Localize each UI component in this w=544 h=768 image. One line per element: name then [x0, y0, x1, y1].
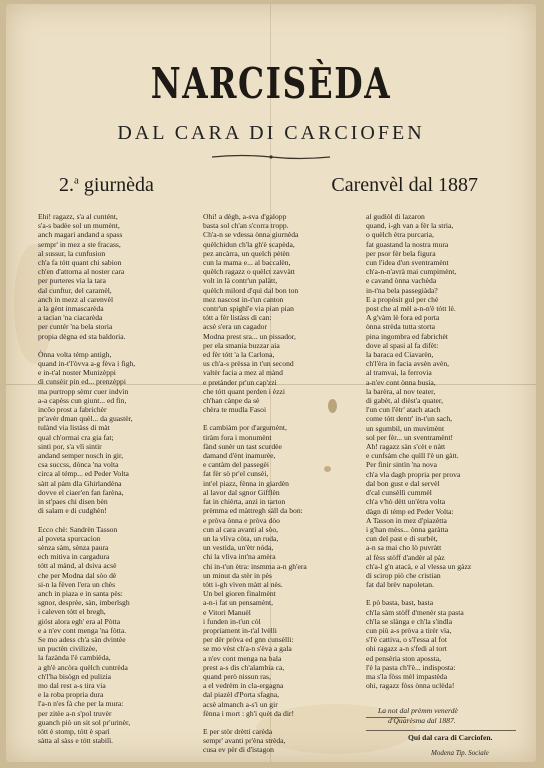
- poem-line: l'è la pasta ch'l'è... indisposta:: [366, 662, 456, 672]
- poem-column-2: [203, 212, 351, 755]
- poem-line: la baraca ed Ciavarèn,: [366, 350, 434, 360]
- poem-line: anch magari andand a spass: [38, 230, 123, 240]
- poem-line: di cunsèir pin ed... prenzèppi: [38, 377, 126, 387]
- stanza-gap: [38, 341, 186, 350]
- poem-line: andand semper nosch in gir,: [38, 451, 124, 461]
- poem-line: ònna strèda tutta storta: [366, 322, 435, 332]
- poem-line: chi la vlìva int'na amèra: [203, 552, 276, 562]
- poem-line: Ònna volta témp antigh,: [38, 349, 112, 359]
- poem-line: e cunfsàm che quìll l'è un gàtt.: [366, 451, 459, 461]
- poem-line: ch'l'èra in facia avsèn avèn,: [366, 359, 450, 369]
- poem-line: al fèss stòff d'andèr al pàz: [366, 552, 445, 562]
- stanza-gap: [203, 718, 351, 727]
- poem-line: propia dègna ed sta baldoria.: [38, 331, 126, 341]
- poem-line: incôo prost a fabrichèr: [38, 405, 107, 415]
- poem-line: a-a capèss cun giunt... ed fin,: [38, 395, 127, 405]
- poem-line: a n'ev cont menga na bala: [203, 653, 282, 663]
- poem-line: fat dal brèv napoletan.: [366, 580, 434, 590]
- poem-line: e pretànder pr'un cap'zzi: [203, 377, 277, 387]
- printer-credit: Modena Tip. Sociale: [431, 749, 489, 757]
- poem-line: ch'han cànpe da sè: [203, 396, 260, 406]
- poem-line: acsè s'era un cagador: [203, 322, 267, 332]
- poem-line: sempr' avanti pr'èna strèda,: [203, 736, 286, 746]
- closing-note-1: La not dal prèmm venerdè: [378, 706, 458, 715]
- poem-line: s'a-s badèe sol un mumènt,: [38, 221, 120, 231]
- page-subtitle: DAL CARA DI CARCIOFEN: [117, 122, 425, 144]
- poem-line: guanch piò un sit sol pr'urinèr,: [38, 717, 131, 727]
- poem-line: sol per fèr... un sventramènt!: [366, 432, 454, 442]
- poem-line: Ehi! ragazz, s'a al cuntént,: [38, 212, 118, 221]
- poem-line: anch in piaza e in santa pès:: [38, 588, 123, 598]
- poem-line: per zitèe a-n s'pol truvèr: [38, 708, 112, 718]
- poem-line: pr'avèr dman quèl... da guastèr,: [38, 414, 133, 424]
- poem-line: sempr' in mez a ste fracass,: [38, 239, 121, 249]
- poem-line: ohi ragazz a-n s'fedi al tort: [366, 644, 447, 654]
- poem-line: tótt i-gh vìven màtt al nès.: [203, 579, 283, 589]
- poem-line: ch'a vla dagh propria per prova: [366, 469, 461, 479]
- poem-line: fat guastand la nostra mura: [366, 239, 449, 249]
- poem-line: come tótt dentr' in-t'un sach,: [366, 414, 453, 424]
- poem-line: csa succss, dònca 'na volta: [38, 460, 119, 470]
- stanza-gap: [38, 516, 186, 525]
- poem-line: int'el piazz, fènna in giardèn: [203, 478, 289, 488]
- closing-note-2: d'Quarèsma dal 1887.: [388, 716, 456, 725]
- divider-ornament: [212, 154, 330, 160]
- poem-line: per psor fèr bela figura: [366, 248, 436, 258]
- poem-line: quand in-t'l'òvva a-g fèva i figh,: [38, 359, 136, 369]
- poem-line: ma s'la fòss mèl impastèda: [366, 671, 448, 681]
- poem-line: tulànd via listàss di màt: [38, 423, 110, 433]
- poem-line: mo dal rest a-s tira via: [38, 680, 106, 690]
- day-heading: 2.$^a$ giurnèda: [59, 174, 154, 196]
- poem-line: e la roba propria dura: [38, 690, 104, 700]
- poem-line: quand, i-gh van a fèr la stria,: [366, 221, 454, 231]
- poem-line: ohi, ragazz fòss ònna uclèda!: [366, 681, 455, 691]
- poem-line: pez ancàrra, un quelch pètèn: [203, 248, 290, 258]
- poem-line: qual ch'ormai cra gia fat;: [38, 432, 114, 442]
- poem-line: cun del past e di surbèt,: [366, 534, 438, 544]
- poem-line: o quèlch ètra purcaria,: [366, 230, 434, 240]
- poem-line: prèmma ed màttregh sàll da bon:: [203, 506, 303, 516]
- poem-line: e a n'ev cont menga 'na fòtta.: [38, 625, 127, 635]
- poem-line: sàtta al sàss e tótt stabilì.: [38, 736, 114, 746]
- poem-line: ch'a-l g'n atacà, e al vlessa un gàzz: [366, 561, 472, 571]
- poem-line: a el vedrèm in cla-ergagna: [203, 681, 284, 691]
- poem-line: dàgn di témp ed Peder Volta:: [366, 506, 454, 516]
- poem-line: al tramvai, la ferrovia: [366, 368, 432, 378]
- poem-line: e in-t'al noster Munizèppi: [38, 368, 116, 378]
- poem-line: e Vitori Manuèl: [203, 607, 251, 617]
- poem-line: cun l'idea d'un sventramènt: [366, 258, 449, 268]
- poem-line: al poveta spurcacion: [38, 533, 101, 543]
- stanza-gap: [366, 589, 516, 598]
- poem-line: quand però nissun ras,: [203, 671, 271, 681]
- poem-line: a la gènt inmascarèda: [38, 304, 104, 314]
- poem-line: sintì por, s'a vlì sintir: [38, 441, 102, 451]
- poem-line: quèlch ragazz o quèlct zavvàtt: [203, 267, 295, 277]
- poem-line: Ecco chè: Sandrèn Tasson: [38, 524, 118, 534]
- poem-line: in-t'na bela passegiàda?: [366, 285, 438, 295]
- poem-line: un minut da stèr in pès: [203, 570, 272, 580]
- poem-line: ch'la se slànga e ch'la s'indla: [366, 616, 453, 626]
- poem-line: sgnor, desprèe, sàn, imberlsgh: [38, 598, 130, 608]
- separator-rule: [366, 730, 516, 731]
- poem-line: A g'vàm lè fora ed porta: [366, 313, 440, 323]
- poem-line: a-n-i fat un pensamènt,: [203, 598, 274, 608]
- poem-line: volt in là contr'un palàtt,: [203, 276, 278, 286]
- poem-line: di gabèt, al dièst'a quater,: [366, 396, 443, 406]
- poem-line: ch'a-n-n'avrà mai cumpimènt,: [366, 267, 457, 277]
- poem-line: per cuntér 'na bela storia: [38, 322, 113, 332]
- poem-line: si-n la fèven l'era un chès: [38, 579, 116, 589]
- poem-line: ch'la sàm stòff d'menèr sta pasta: [366, 607, 464, 617]
- poem-line: di salam e di cudghèn!: [38, 506, 107, 516]
- poem-line: ed fèr tótt 'a la Carlona,: [203, 350, 275, 360]
- poem-line: fènna i mort : gh'i quèt da dir!: [203, 708, 294, 718]
- poem-line: contr'un spighl'e via pian pian: [203, 304, 294, 314]
- poem-line: valtèr facia a mez al mànd: [203, 368, 283, 378]
- poem-line: in st'paes chi disen bèn: [38, 497, 108, 507]
- poem-line: a tacian 'na ciacarèda: [38, 313, 103, 323]
- poem-line: l'a-n n'es fà che per la mura:: [38, 699, 124, 709]
- poem-line: a-n sa mai cho lò puvràtt: [366, 543, 442, 553]
- poem-line: mez nascost in-t'un canton: [203, 294, 284, 304]
- poem-line: Per finir sintìn 'na nova: [366, 460, 437, 470]
- poem-column-3: [366, 212, 516, 690]
- poem-line: a gh'è ancòra quèlch cuntrèda: [38, 662, 128, 672]
- poem-line: e cantàm del passegèi: [203, 460, 269, 470]
- poem-column-1: [38, 212, 186, 745]
- poem-line: dal bon gust e dal servèl: [366, 478, 440, 488]
- poem-line: di scirop piò che cristian: [366, 570, 441, 580]
- poem-line: al sussur, la cunfusion: [38, 248, 106, 258]
- poem-line: che tótt quant perden i èzzi: [203, 386, 286, 396]
- poem-line: Ohi! a dègh, a-sva d'galopp: [203, 212, 287, 221]
- poem-line: post che al mèl a-n-n'è tótt lè.: [366, 304, 456, 314]
- poem-line: acsè almanch a-s'i un gir: [203, 699, 278, 709]
- signature: Qui dal cara di Carciofen.: [408, 733, 493, 742]
- poem-line: tiràm fora i monumènt: [203, 432, 272, 442]
- page-title: NARCISÈDA: [150, 59, 392, 108]
- broadside-sheet: [6, 4, 536, 762]
- poem-line: quèlchidun ch'la gh'è scapèda,: [203, 239, 295, 249]
- poem-line: sàtt al pàm dla Ghirlandèna: [38, 478, 122, 488]
- poem-line: circa al témp... ed Peder Volta: [38, 469, 129, 479]
- poem-line: tótt è stomp, tótt è sparì: [38, 726, 110, 736]
- poem-line: un puctèn civilizèe,: [38, 644, 98, 654]
- poem-line: per purteres via la tara: [38, 276, 106, 286]
- poem-line: fat fèr sò pr'el cunsèi,: [203, 469, 269, 479]
- poem-line: chèra te mudla Fasoi: [203, 405, 267, 415]
- poem-line: ma purtropp sèmr cuer indvìn: [38, 386, 129, 396]
- poem-line: fànd sunèr un tast scurdèe: [203, 441, 282, 451]
- poem-line: tótt a fèr listàss di can:: [203, 313, 272, 323]
- poem-line: che per Modna dal sòo dè: [38, 570, 117, 580]
- poem-line: Modna prest sra... un pissador,: [203, 331, 296, 341]
- poem-line: Un bel gioren finalmènt: [203, 589, 276, 599]
- poem-line: ch'en d'attorna al noster cara: [38, 267, 125, 277]
- poem-line: propriament in-t'al lvèlli: [203, 625, 277, 635]
- poem-line: cun la mama e... al baccalèn,: [203, 258, 291, 268]
- poem-line: e cavand ònna vachèda: [366, 276, 437, 286]
- poem-line: per ela smania buzzar aia: [203, 340, 280, 350]
- poem-line: tótt al mànd, al dsiva acsè: [38, 561, 117, 571]
- poem-line: E cambiàm por d'argumènt,: [203, 423, 287, 433]
- poem-line: cun più a-s pròva a tirèr vìa,: [366, 625, 452, 635]
- poem-line: dove al spasi al fa difèt:: [366, 340, 439, 350]
- poem-line: l'un cun l'ètr' atach atach: [366, 405, 441, 415]
- poem-line: dal cunftur, del caramèl,: [38, 285, 112, 295]
- poem-line: sènza sàm, sènza paura: [38, 542, 109, 552]
- poem-line: i g'han mèss... ònna garàtta: [366, 524, 449, 534]
- poem-line: ed pensèria ston apossta,: [366, 653, 442, 663]
- poem-line: E pò basta, bast, basta: [366, 598, 434, 608]
- poem-line: s'l'è cattiva, o s'l'essa al fot: [366, 635, 447, 645]
- carnival-heading: Carenvèl dal 1887: [331, 174, 478, 196]
- poem-line: damand d'ènt inamurèe,: [203, 451, 276, 461]
- poem-line: per dèr pròva ed gnn cunsèlli:: [203, 635, 294, 645]
- poem-line: ch'a v'hò dètt un'ètra volta: [366, 497, 446, 507]
- poem-line: gióst alora egh' era al Pòtta: [38, 616, 121, 626]
- poem-line: dal piazèl d'Porta sfagna,: [203, 690, 280, 700]
- poem-line: i funden in-t'un còl: [203, 616, 261, 626]
- poem-line: un sgumbil, un muvimènt: [366, 423, 445, 433]
- poem-line: un vestida, un'ètr nóda,: [203, 543, 274, 553]
- poem-line: A Tasson in mez d'piazètta: [366, 515, 447, 525]
- poem-line: basta sol ch'an s'corra tropp.: [203, 221, 289, 231]
- poem-line: al gudiòl di lazaron: [366, 212, 425, 221]
- poem-line: E per stòr drètti carèda: [203, 726, 273, 736]
- poem-line: ch'l'ha bisògn ed pulizia: [38, 671, 111, 681]
- poem-line: fat in chièrta, anzi in tarton: [203, 497, 286, 507]
- poem-line: i caleven tótt el bregh,: [38, 607, 106, 617]
- poem-line: e pròva ònna e pròva dòo: [203, 515, 280, 525]
- poem-line: la barèra, al nov teater,: [366, 386, 436, 396]
- poem-line: ech mitiva in cargadura: [38, 552, 110, 562]
- poem-line: prest a-s dis ch'alambia ca,: [203, 662, 285, 672]
- poem-line: chi in-t'un ètra: insmma a-n gh'era: [203, 561, 307, 571]
- poem-line: E a propòsit gul per chè: [366, 294, 439, 304]
- poem-line: al lavor dal sgnor Gifflèn: [203, 487, 280, 497]
- poem-line: d'cal cunsèllì cummèl: [366, 488, 432, 498]
- poem-line: Ch'a-n se vdessa ònna giurnèda: [203, 230, 299, 240]
- poem-line: se mo vèst ch'a-n s'èva a gala: [203, 644, 292, 654]
- poem-line: Se mo adess ch'a sàn dvintèe: [38, 634, 126, 644]
- poem-line: un la vlìva còta, un ruda,: [203, 533, 279, 543]
- poem-line: quèlch milord d'qui dal bon ton: [203, 285, 299, 295]
- poem-line: a-n'ev cont ònna busia,: [366, 377, 436, 387]
- poem-line: cusa ev pèr di d'istagon: [203, 745, 274, 755]
- poem-line: ch'a fa tótt quant chi sabion: [38, 258, 122, 268]
- stanza-gap: [203, 414, 351, 423]
- poem-line: pina ingombra ed fabrichèt: [366, 331, 449, 341]
- poem-line: la fazànda l'è cambièda,: [38, 653, 111, 663]
- poem-line: Ah! ragazz sàn s'cèt e nàtt: [366, 442, 446, 452]
- poem-line: anch in mezz al carenvèl: [38, 294, 114, 304]
- poem-line: us ch'a-s prèssa in t'un second: [203, 359, 294, 369]
- poem-line: dovve el ciaer'en fan farèna,: [38, 487, 124, 497]
- poem-line: cun al cara avanti al sòo,: [203, 524, 279, 534]
